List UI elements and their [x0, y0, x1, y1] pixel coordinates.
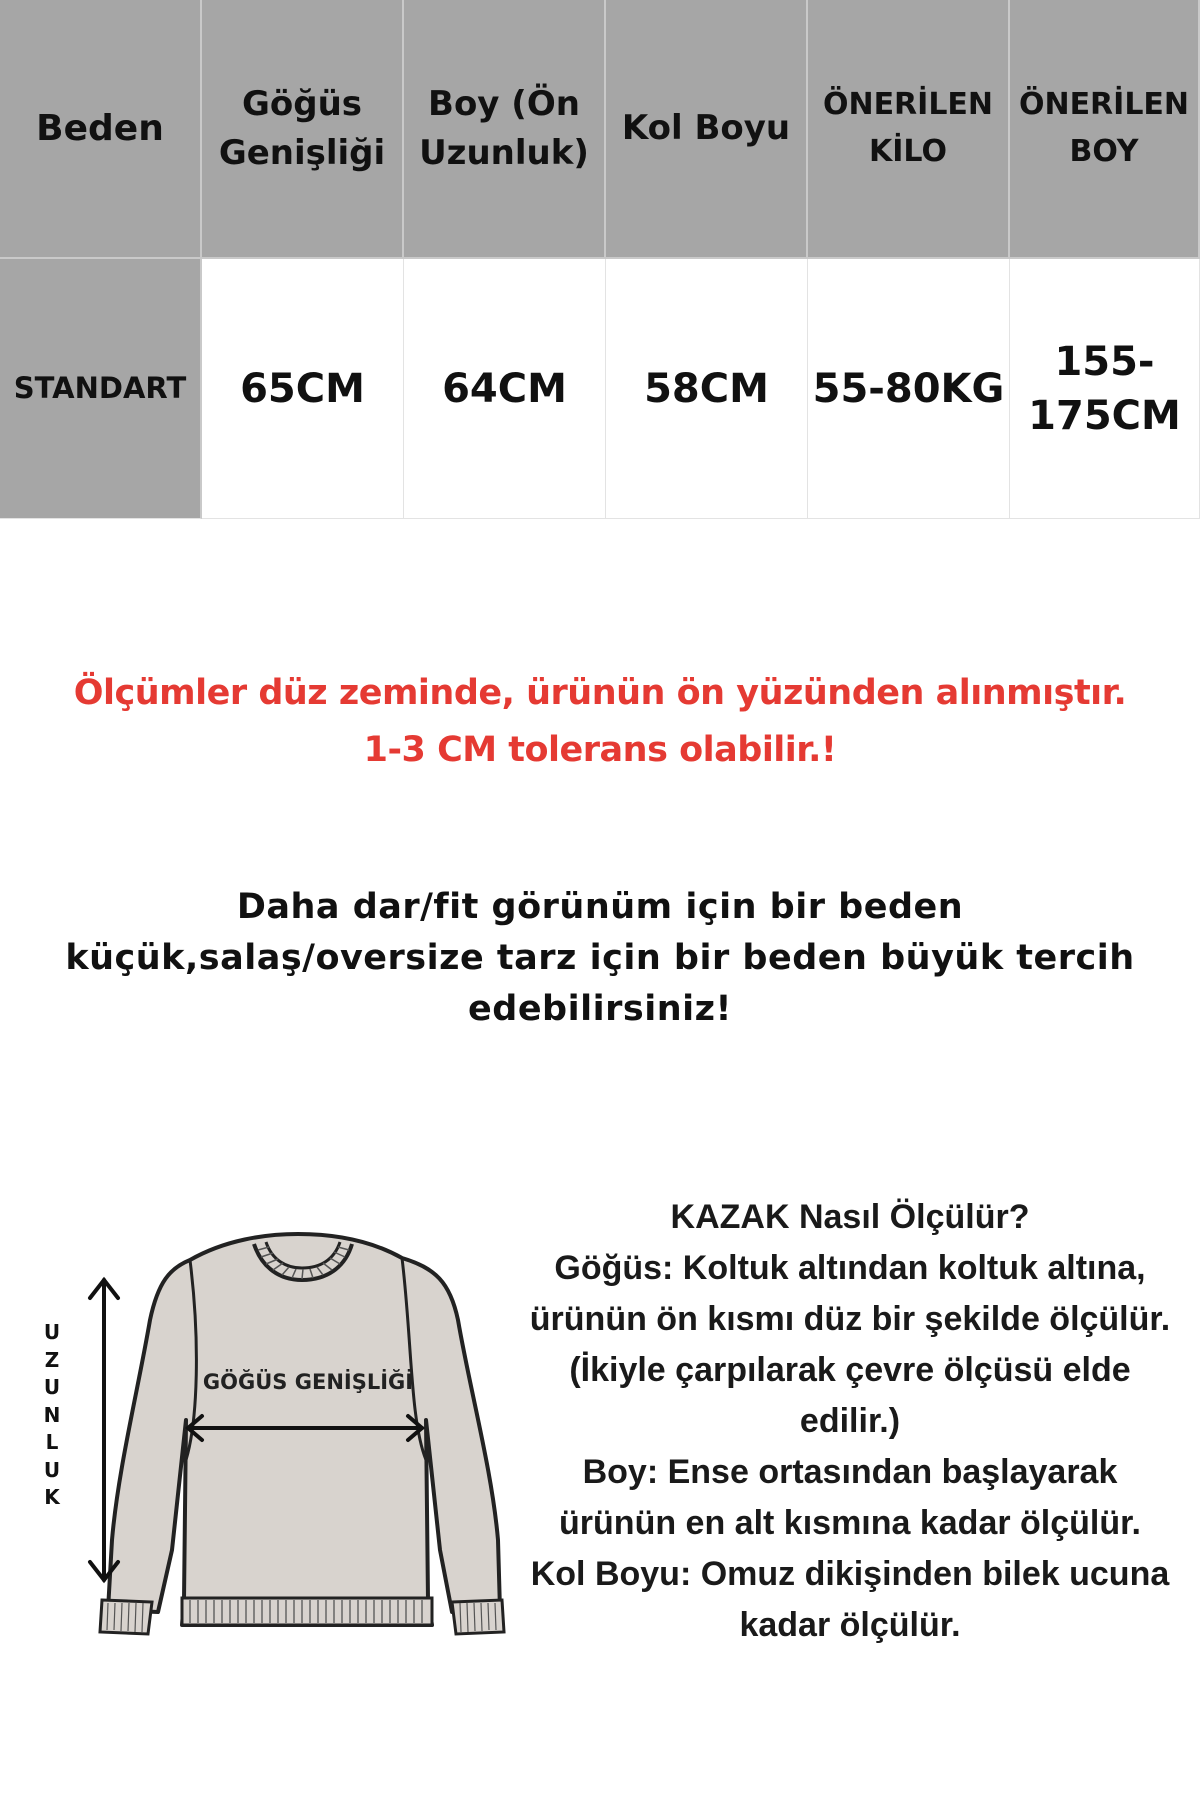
- measurement-note-line1: Ölçümler düz zeminde, ürünün ön yüzünden alınmıştır.: [73, 673, 1127, 713]
- cell-sleeve-value: 58CM: [606, 259, 808, 519]
- header-front-length: Boy (Ön Uzunluk): [404, 0, 606, 259]
- instructions-title: KAZAK Nasıl Ölçülür?: [670, 1198, 1030, 1236]
- length-label-letter: U: [43, 1320, 61, 1344]
- header-chest-width: Göğüs Genişliği: [202, 0, 404, 259]
- length-label-letter: L: [45, 1430, 59, 1454]
- sweater-diagram: [40, 1220, 520, 1660]
- size-table: [0, 0, 1200, 519]
- header-sleeve-length: Kol Boyu: [606, 0, 808, 259]
- measuring-instructions: [522, 1192, 1178, 1651]
- cell-length-value: 64CM: [404, 259, 606, 519]
- length-label-letter: N: [43, 1402, 61, 1427]
- cell-height-value: 155-175CM: [1010, 259, 1200, 519]
- instructions-chest: Göğüs: Koltuk altından koltuk altına, ürünün ön kısmı düz bir şekilde ölçülür. (İkiyle çarpılarak çevre ölçüsü elde edilir.): [529, 1249, 1171, 1440]
- fit-tip: Daha dar/fit görünüm için bir beden küçük,salaş/oversize tarz için bir beden büyük tercih edebilirsiniz!: [65, 887, 1135, 1029]
- chest-width-label: GÖĞÜS GENİŞLİĞİ: [202, 1370, 414, 1394]
- header-recommended-weight: ÖNERİLEN KİLO: [808, 0, 1010, 259]
- header-size: Beden: [0, 0, 202, 259]
- cell-weight-value: 55-80KG: [808, 259, 1010, 519]
- measurement-note: [0, 665, 1200, 779]
- length-label-letter: K: [44, 1485, 60, 1509]
- length-label-letter: U: [43, 1375, 61, 1399]
- length-vertical-label: [40, 1319, 64, 1512]
- cell-size-value: STANDART: [0, 259, 202, 519]
- cell-chest-value: 65CM: [202, 259, 404, 519]
- length-label-letter: Z: [44, 1347, 60, 1372]
- length-label-letter: U: [43, 1457, 61, 1482]
- instructions-sleeve: Kol Boyu: Omuz dikişinden bilek ucuna kadar ölçülür.: [530, 1555, 1170, 1644]
- header-recommended-height: ÖNERİLEN BOY: [1010, 0, 1200, 259]
- instructions-length: Boy: Ense ortasından başlayarak ürünün en alt kısmına kadar ölçülür.: [559, 1453, 1141, 1542]
- measurement-note-line2: 1-3 CM tolerans olabilir.!: [363, 730, 837, 770]
